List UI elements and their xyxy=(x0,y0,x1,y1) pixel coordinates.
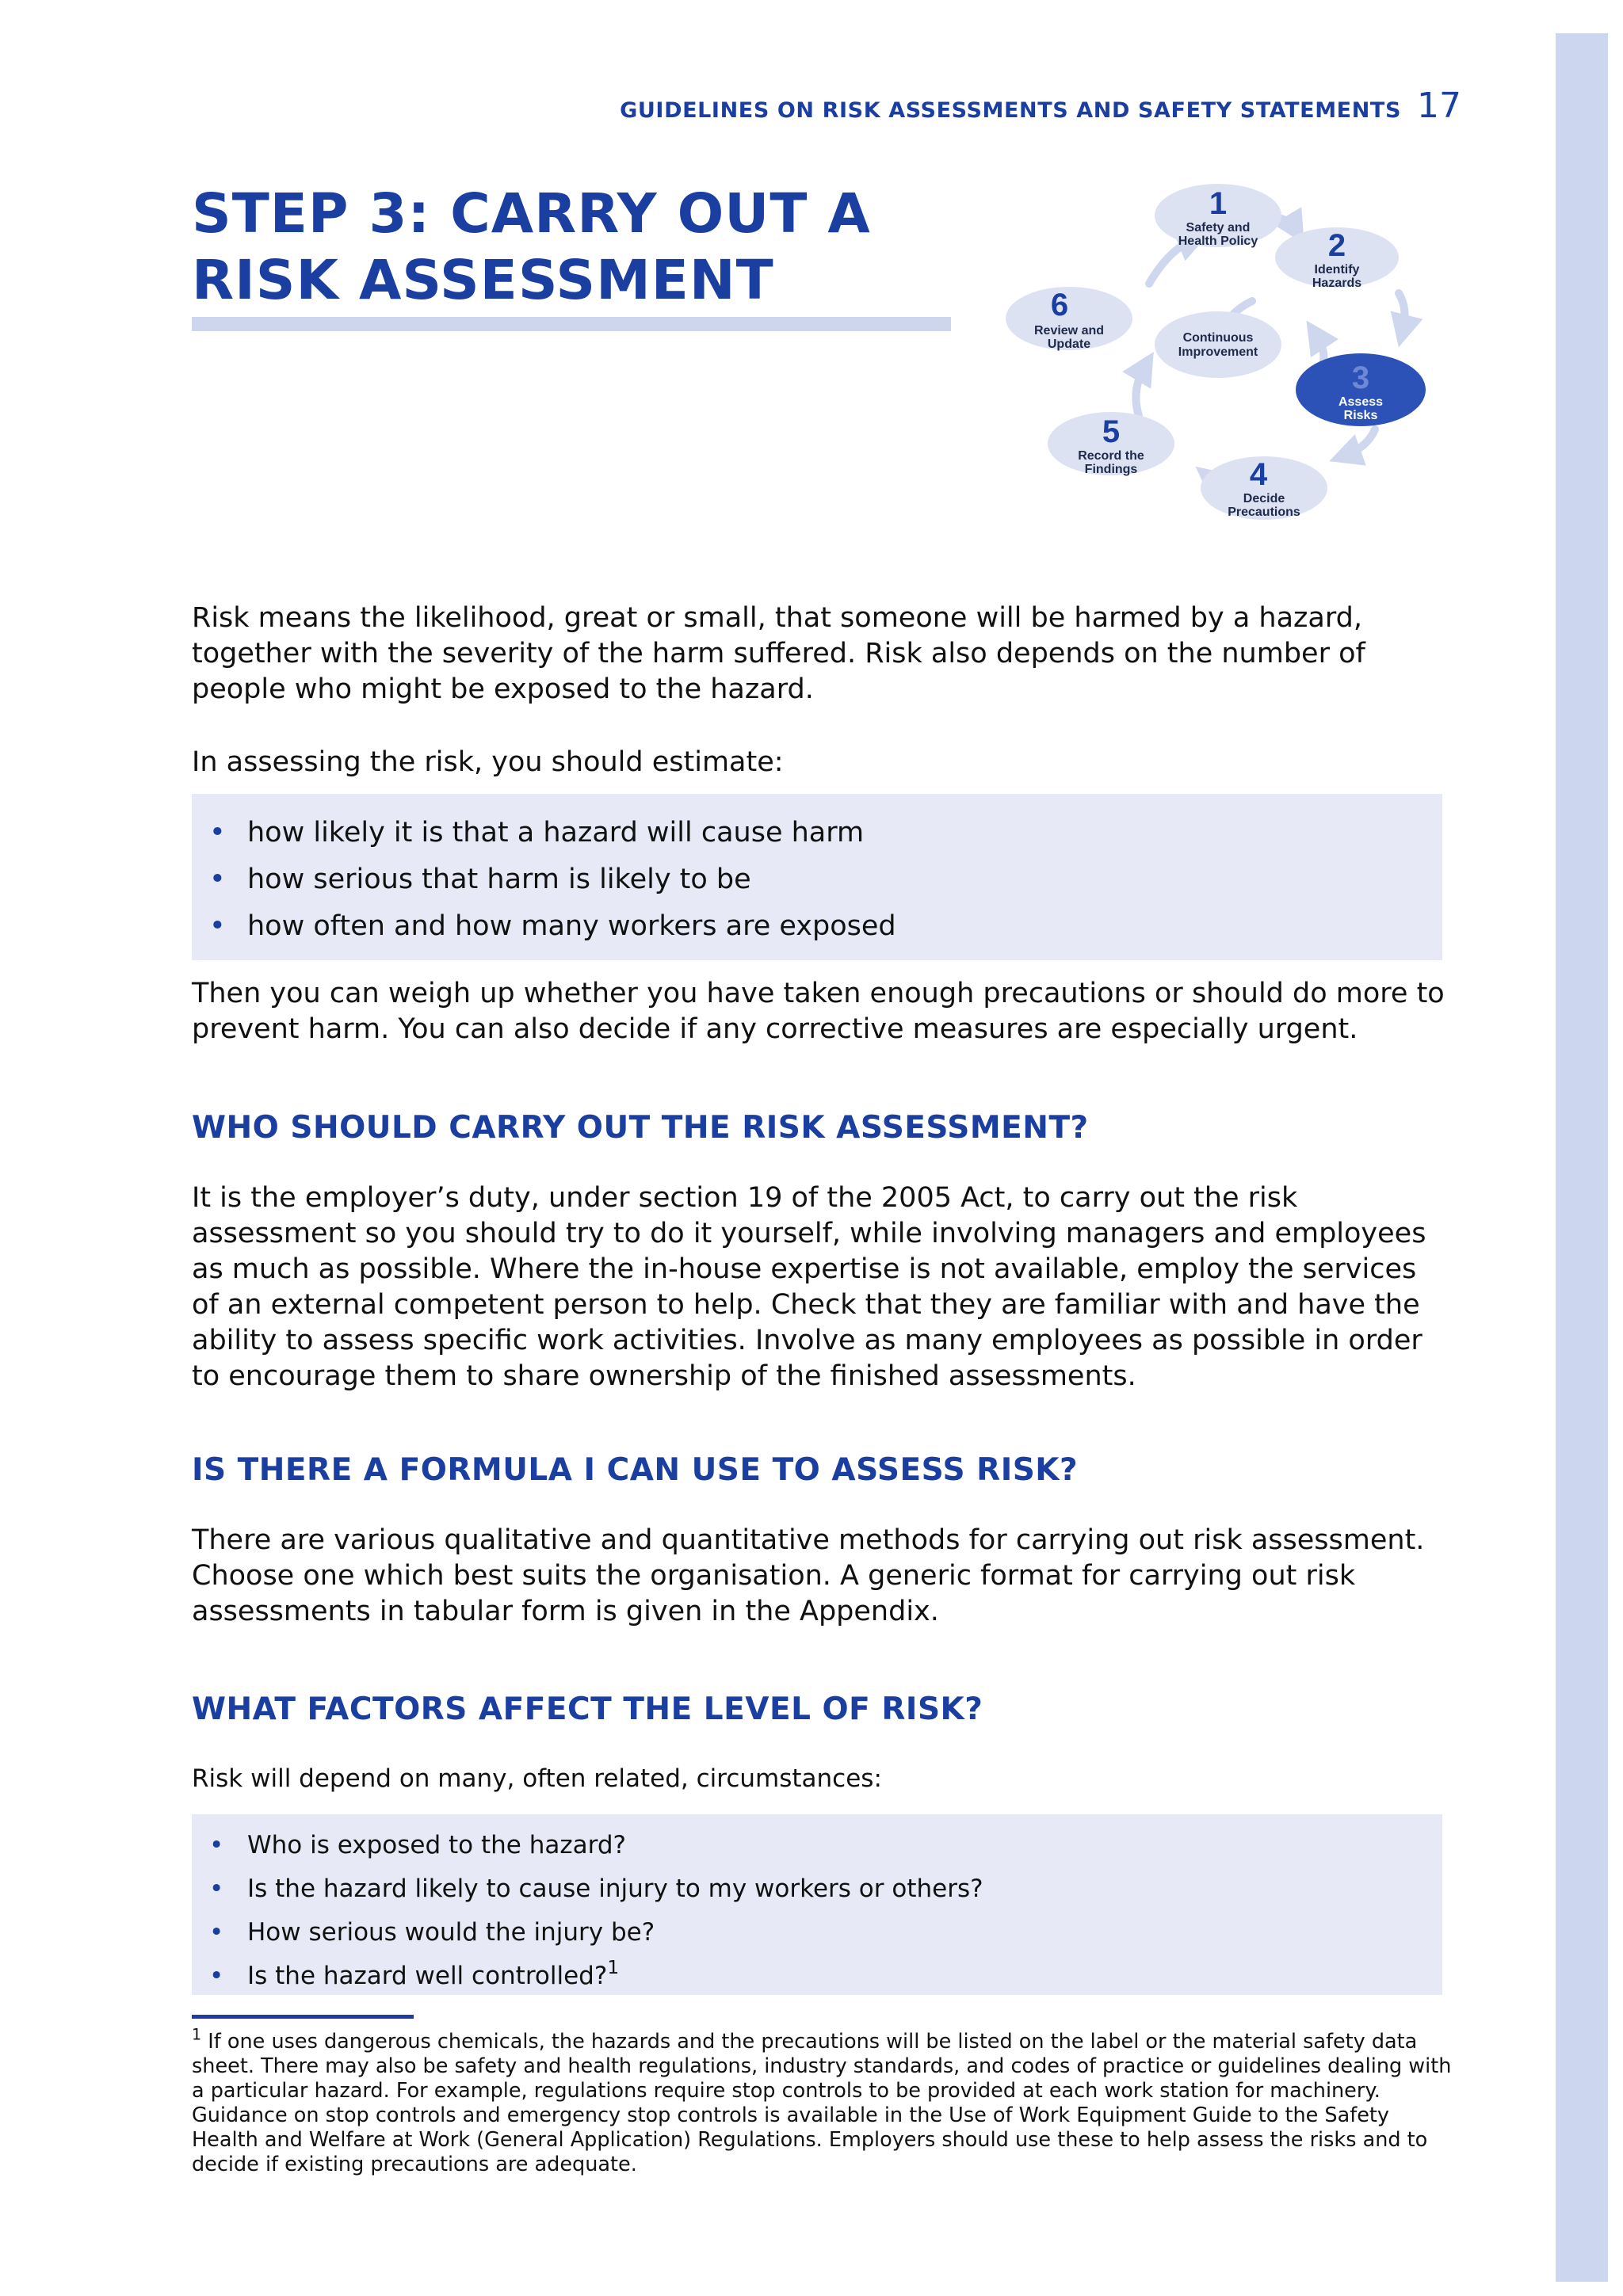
section-heading-factors: WHAT FACTORS AFFECT THE LEVEL OF RISK? xyxy=(192,1691,983,1727)
cycle-step-2-label-1: Identify xyxy=(1314,263,1360,277)
section-heading-formula: IS THERE A FORMULA I CAN USE TO ASSESS RISK? xyxy=(192,1452,1079,1488)
running-header xyxy=(479,86,1461,126)
intro-paragraph-1: Risk means the likelihood, great or small, that someone will be harmed by a hazard, together with the severity of the harm suffered. Risk also depends on the number of people who might be exposed to the hazard. xyxy=(192,602,1365,705)
intro-paragraph-3: Then you can weigh up whether you have taken enough precautions or should do more to prevent harm. You can also decide if any corrective measures are especially urgent. xyxy=(192,978,1445,1045)
page-number: 17 xyxy=(1417,86,1461,126)
cycle-step-3-label-2: Risks xyxy=(1343,409,1378,422)
page-title-line-2: RISK ASSESSMENT xyxy=(192,249,774,312)
list-item-text: how likely it is that a hazard will cause harm xyxy=(247,817,865,849)
list-item-text: how often and how many workers are exposed xyxy=(247,910,896,942)
estimate-list xyxy=(192,810,1442,950)
section-heading-who: WHO SHOULD CARRY OUT THE RISK ASSESSMENT? xyxy=(192,1110,1089,1146)
cycle-step-1-label-1: Safety and xyxy=(1186,221,1251,235)
cycle-step-4-number: 4 xyxy=(1249,457,1268,492)
list-item-text: How serious would the injury be? xyxy=(247,1918,655,1947)
cycle-step-6-label-2: Update xyxy=(1047,338,1091,351)
running-title: GUIDELINES ON RISK ASSESSMENTS AND SAFETY STATEMENTS xyxy=(620,98,1401,123)
intro-paragraph-2: In assessing the risk, you should estimate: xyxy=(192,746,784,778)
bullet-icon: • xyxy=(209,1918,224,1947)
footnote-marker: 1 xyxy=(192,2025,202,2044)
estimate-list-box xyxy=(192,794,1442,960)
section-formula-paragraph: There are various qualitative and quantitative methods for carrying out risk assessment. Choose one which best suits the organisation. A generic format for carrying out risk assessments in tabular form is given in the Appendix. xyxy=(192,1524,1425,1627)
arrow-3-to-4 xyxy=(1345,429,1375,456)
cycle-step-4-label-2: Precautions xyxy=(1228,505,1300,519)
list-item xyxy=(192,1955,1442,1998)
bullet-icon: • xyxy=(209,817,226,849)
cycle-step-6-label-1: Review and xyxy=(1033,324,1105,338)
list-item xyxy=(192,1911,1442,1955)
bullet-icon: • xyxy=(209,864,226,895)
arrow-2-to-3 xyxy=(1399,293,1405,331)
cycle-step-3-number: 3 xyxy=(1351,360,1370,395)
list-item xyxy=(192,810,1442,856)
footnote xyxy=(192,2025,1452,2177)
cycle-step-5-number: 5 xyxy=(1102,414,1121,449)
cycle-step-1-label-2: Health Policy xyxy=(1178,235,1258,248)
cycle-step-5-label-2: Findings xyxy=(1084,463,1138,476)
cycle-center-label-1: Continuous xyxy=(1182,331,1254,345)
risk-assessment-cycle-diagram xyxy=(995,182,1438,539)
section-who-paragraph: It is the employer’s duty, under section 19 of the 2005 Act, to carry out the risk assessment so you should try to do it yourself, while involving managers and employees as much as possible. Where the in-house expertise is not available, employ the services of an external competent person to help. Check that they are familiar with and have the ability to assess specific work activities. Involve as many employees as possible in order to encourage them to share ownership of the finished assessments. xyxy=(192,1182,1426,1392)
arrow-5-to-6 xyxy=(1136,366,1145,416)
cycle-step-1-number: 1 xyxy=(1209,186,1228,221)
cycle-step-4-label-1: Decide xyxy=(1243,492,1285,505)
cycle-center-ellipse xyxy=(1155,311,1281,378)
cycle-step-2-label-2: Hazards xyxy=(1312,277,1362,290)
factors-list-box xyxy=(192,1814,1442,1995)
cycle-step-3-label-1: Assess xyxy=(1338,395,1384,409)
list-item-text: Is the hazard likely to cause injury to my workers or others? xyxy=(247,1875,983,1903)
list-item xyxy=(192,903,1442,950)
factors-list xyxy=(192,1824,1442,1998)
cycle-diagram-svg xyxy=(995,182,1438,539)
bullet-icon: • xyxy=(209,1875,224,1903)
section-factors-intro: Risk will depend on many, often related, circumstances: xyxy=(192,1764,882,1793)
footnote-separator xyxy=(192,2015,414,2019)
footnote-reference[interactable]: 1 xyxy=(607,1957,620,1979)
page-title-line-1: STEP 3: CARRY OUT A xyxy=(192,182,871,246)
list-item-text: how serious that harm is likely to be xyxy=(247,864,751,895)
side-margin-bar xyxy=(1556,33,1608,2282)
page-title xyxy=(192,181,968,314)
list-item-text: Is the hazard well controlled? xyxy=(247,1962,608,1990)
title-underline xyxy=(192,317,951,331)
bullet-icon: • xyxy=(209,1962,224,1990)
list-item xyxy=(192,1867,1442,1911)
cycle-step-2-number: 2 xyxy=(1327,228,1346,263)
list-item xyxy=(192,1824,1442,1867)
cycle-step-6-number: 6 xyxy=(1050,288,1069,322)
list-item-text: Who is exposed to the hazard? xyxy=(247,1831,626,1859)
footnote-text: If one uses dangerous chemicals, the hazards and the precautions will be listed on the label or the material safety data sheet. There may also be safety and health regulations, industry standards, and codes of practice or guidelines dealing with a particular hazard. For example, regulations require stop controls to be provided at each work station for machinery. Guidance on stop controls and emergency stop controls is available in the Use of Work Equipment Guide to the Safety Health and Welfare at Work (General Application) Regulations. Employers should use these to help assess the risks and to decide if existing precautions are adequate. xyxy=(192,2030,1452,2176)
bullet-icon: • xyxy=(209,1831,224,1859)
list-item xyxy=(192,856,1442,903)
bullet-icon: • xyxy=(209,910,226,942)
cycle-step-5-label-1: Record the xyxy=(1078,449,1144,463)
cycle-center-label-2: Improvement xyxy=(1178,345,1258,359)
